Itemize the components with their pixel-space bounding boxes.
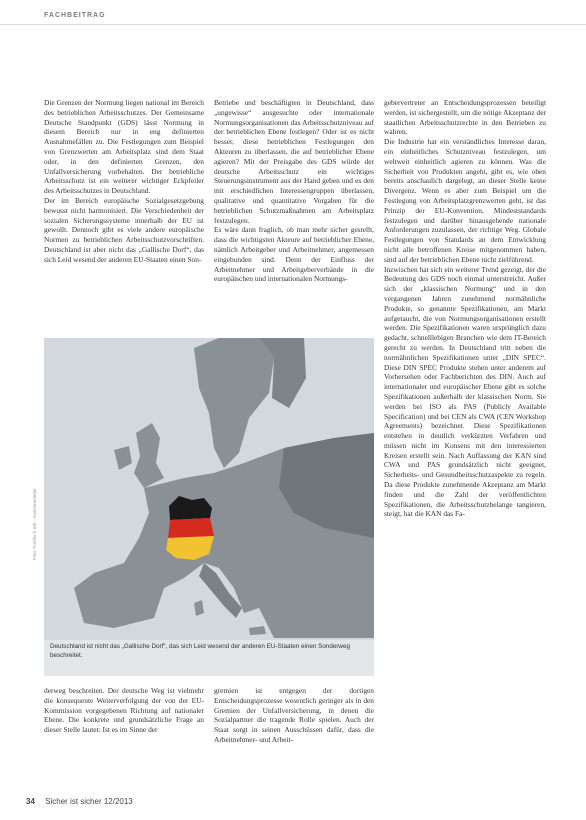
figure-caption: Deutschland ist nicht das „Gallische Dorf“, das sich Leid wesend der anderen EU-Staaten einen Sonderweg beschreitet. [44, 640, 374, 676]
text-column-middle-lower [214, 686, 374, 750]
text-column-left [44, 98, 204, 331]
paragraph: Inzwischen hat sich ein weiterer Trend gezeigt, der die Bedeutung des GDS noch einmal unterstreicht. Außer sich der „klassischen Normung“ und in den vergangenen Jahren zunehmend normähnliche Produkte, so genannte Spezifikationen, am Markt aufgetaucht, die von Normungsorganisationen erstellt werden. Die Spezifikationen waren ursprünglich dazu gedacht, schnelllebigen Branchen wie dem IT-Bereich gerecht zu werden. In Deutschland tritt neben die normähnlichen Spezifikationen unter „DIN SPEC“. Diese DIN SPEC Produkte stehen unter anderem auf Vorhersehen oder Fachberichten des DIN. Auch auf internationaler und europäischer Ebene gibt es solche Spezifikationen außerhalb der klassischen Norm. Sie werden bei ISO als PAS (Publicly Available Specification) und bei CEN als CWA (CEN Workshop Agreements) bezeichnet. Diese Spezifikationen entstehen in deutlich verkürzten Verfahren und müssen nicht im Konsens mit den interessierten Kreisen erstellt sein. Nach Auffassung der KAN sind CWA und PAS grundsätzlich nicht geeignet, Sicherheits- und Gesundheitsschutzaspekte zu regeln. Da diese Produkte zunehmende Akzeptanz am Markt finden und die Zahl der veröffentlichten Spezifikationen, die Arbeitsschutzbelange tangieren, steigt, hat die KAN das Fa- [384, 264, 546, 519]
europe-map-figure [44, 338, 374, 676]
paragraph: Die Grenzen der Normung liegen national im Bereich des betrieblichen Arbeitsschutzes. Der Gemeinsame Deutsche Standpunkt (GDS) lässt Normung in diesem Bereich nur in eng definierten Ausnahmefällen zu. Die Festlegungen zum Beispiel von Grenzwerten am Arbeitsplatz sind dem Staat oder, in den definierten Grenzen, den Unfallversicherung vorbehalten. Der betriebliche Arbeitsschutz ist ein weiterer wichtiger Eckpfeiler des Arbeitsschutzes in Deutschland. [44, 98, 204, 196]
paragraph: gremien ist entgegen der dortigen Entscheidungsprozesse wesentlich geringer als in den Gremien der Unfallversicherung, in denen die Sozialpartner die tragende Rolle spielen. Auch der Staat sorgt in seinen Ausschüssen dafür, dass die Arbeitnehmer- und Arbeit- [214, 686, 374, 744]
header-rule [0, 24, 586, 25]
page-footer [26, 797, 133, 806]
paragraph: Der im Bereich europäische Sozialgesetzgebung bewusst nicht harmonisiert. Die Verschiedenheit der sozialen Sicherungssysteme innerhalb der EU ist gewollt. Dennoch gibt es viele andere europäische Normen zu betrieblichen Arbeitsschutzvorschriften. Deutschland ist aber nicht das „Gallische Dorf“, das sich Leid wesend der anderen EU-Staaten einen Son- [44, 195, 204, 264]
paragraph: Es wäre dann fraglich, ob man mehr sicher gestellt, dass die wichtigsten Akteure auf betrieblicher Ebene, nämlich Arbeitgeber und Arbeitnehmer, angemessen eingebunden sind. Denn der Einfluss der Arbeitnehmer und Arbeitgeberverbände in die europäischen und internationalen Normungs- [214, 225, 374, 284]
europe-map-image [44, 338, 374, 638]
section-label: FACHBEITRAG [44, 12, 106, 19]
publication-name: Sicher ist sicher 12/2013 [45, 797, 133, 806]
text-column-left-lower [44, 686, 204, 750]
paragraph: Die Industrie hat ein verständliches Interesse daran, ein einheitliches Schutzniveau festzulegen, um weltweit einheitlich agieren zu können. Was die Sicherheit von Produkten angeht, gibt es, wie oben bereits anschaulich dargelegt, an dieser Stelle keine Divergenz. Wenn es aber zum Beispiel um die Festlegung von Arbeitsplatzgrenzwerten geht, ist das Prinzip der EU-Konvention, Mindeststandards festzulegen und darüber hinausgehende nationale Anforderungen zuzulassen, der richtige Weg. Globale Festlegungen von Standards an dem Entwicklung nicht alle betroffenen Kreise mitgenommen haben, sind auf der betrieblichen Ebene nicht zielführend. [384, 137, 546, 264]
photo-credit: Foto: Fotolia © mb – Kartenmaterial [32, 488, 37, 560]
page-number: 34 [26, 797, 35, 806]
text-column-middle [214, 98, 374, 331]
paragraph: Betriebe und beschäftigten in Deutschland, dass „ungewisse“ ausgesuchte oder internationale Normungsorganisationen das Arbeitsschutzniveau auf der betrieblichen Ebene festlegen? Oder ist es nicht besser, diese betrieblichen Festlegungen den Akteuren zu überlassen, die auf betrieblicher Ebene agieren? Mit der Preisgabe des GDS würde der deutsche Arbeitsschutz ein wichtiges Steuerungsinstrument aus der Hand geben und es den mit erschiedlichen Interessengruppen überlassen, qualitative und quantitative Vorgaben für die betrieblichen Schutzmaßnahmen am Arbeitsplatz festzulegen. [214, 98, 374, 225]
germany-flag-shape [166, 496, 214, 560]
paragraph: derweg beschreiten. Der deutsche Weg ist vielmehr die konsequente Weiterverfolgung der von der EU-Kommission vorgegebenen Richtung auf nationaler Ebene. Die konkrete und grundsätzliche Frage an dieser Stelle lautet: Ist es im Sinne der [44, 686, 204, 735]
text-column-right [384, 98, 546, 748]
paragraph: gebervertreter an Entscheidungsprozessen beteiligt werden, ist sichergestellt, um die nötige Akzeptanz der staatlichen Arbeitsschutzrechte in den Betrieben zu wahren. [384, 98, 546, 137]
